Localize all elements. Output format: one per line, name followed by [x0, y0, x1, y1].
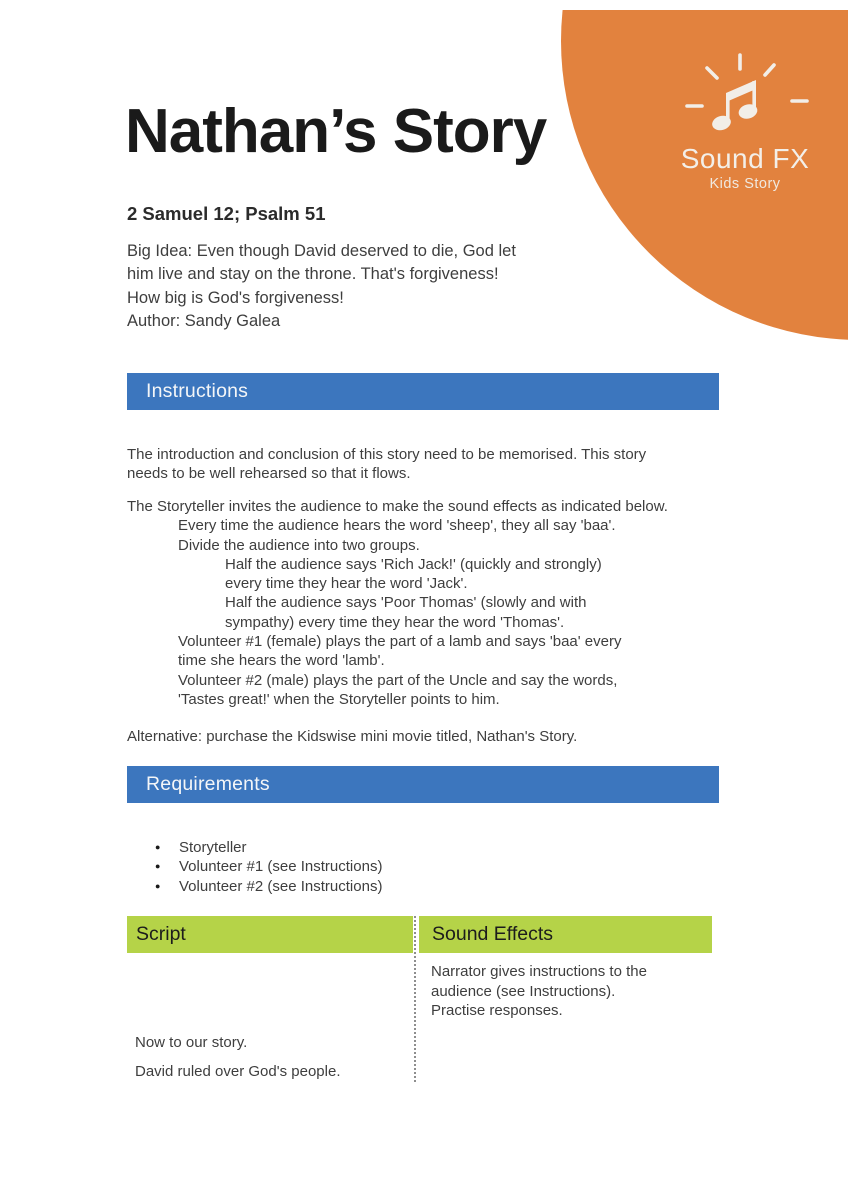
requirement-item	[127, 857, 382, 876]
instruction-line: Volunteer #2 (male) plays the part of the Uncle and say the words,	[178, 671, 618, 689]
instruction-line: Volunteer #1 (female) plays the part of a lamb and says 'baa' every	[178, 633, 622, 651]
instruction-line: time she hears the word 'lamb'.	[178, 652, 385, 670]
sound-effects-cell	[431, 962, 647, 1021]
instruction-line: Half the audience says 'Rich Jack!' (quickly and strongly)	[225, 555, 602, 573]
brand-name: Sound FX	[680, 143, 810, 174]
script-paragraph: David ruled over God's people.	[135, 1062, 341, 1080]
bullet-icon: ●	[155, 842, 161, 852]
requirement-item	[127, 838, 382, 857]
requirements-list	[127, 838, 382, 896]
requirement-text: Volunteer #1 (see Instructions)	[179, 858, 383, 876]
sound-fx-logo	[650, 50, 840, 193]
big-idea-line: him live and stay on the throne. That's forgiveness!	[127, 265, 499, 284]
requirement-text: Storyteller	[179, 839, 247, 856]
brand-tagline: Kids Story	[709, 176, 781, 192]
requirements-section-header: Requirements	[127, 766, 719, 803]
instructions-paragraph-1	[127, 445, 727, 484]
instruction-line: needs to be well rehearsed so that it flows.	[127, 465, 411, 483]
script-cell	[135, 1033, 340, 1091]
instruction-line: Divide the audience into two groups.	[178, 536, 420, 554]
instructions-section-header: Instructions	[127, 373, 719, 410]
music-note-icon	[680, 50, 810, 142]
instructions-paragraph-3	[127, 727, 727, 746]
requirement-item	[127, 877, 382, 896]
instruction-line: Half the audience says 'Poor Thomas' (slowly and with	[225, 594, 587, 612]
big-idea-block	[127, 240, 516, 334]
sound-effects-line: audience (see Instructions).	[431, 982, 616, 1000]
instruction-line: Alternative: purchase the Kidswise mini movie titled, Nathan's Story.	[127, 728, 578, 745]
instruction-line: sympathy) every time they hear the word 'Thomas'.	[225, 613, 565, 631]
instruction-line: The Storyteller invites the audience to make the sound effects as indicated below.	[127, 498, 668, 515]
sound-effects-column-header: Sound Effects	[419, 916, 712, 953]
bullet-icon: ●	[155, 861, 161, 872]
instruction-line: 'Tastes great!' when the Storyteller points to him.	[178, 690, 500, 708]
big-idea-line: How big is God's forgiveness!	[127, 288, 344, 307]
big-idea-line: Big Idea: Even though David deserved to die, God let	[127, 242, 516, 260]
instruction-line: every time they hear the word 'Jack'.	[225, 575, 468, 593]
script-column-header: Script	[127, 916, 413, 953]
scripture-reference: 2 Samuel 12; Psalm 51	[127, 203, 326, 224]
instruction-line: The introduction and conclusion of this story need to be memorised. This story	[127, 446, 647, 463]
script-paragraph: Now to our story.	[135, 1034, 248, 1051]
sound-effects-line: Practise responses.	[431, 1002, 563, 1020]
bullet-icon: ●	[155, 880, 161, 891]
sound-effects-line: Narrator gives instructions to the	[431, 963, 647, 980]
instructions-paragraph-2	[127, 497, 727, 709]
big-idea-line: Author: Sandy Galea	[127, 312, 281, 331]
table-column-divider	[414, 916, 416, 1082]
page-title: Nathan’s Story	[125, 97, 547, 166]
instruction-line: Every time the audience hears the word 'sheep', they all say 'baa'.	[178, 517, 616, 535]
requirement-text: Volunteer #2 (see Instructions)	[179, 877, 383, 895]
